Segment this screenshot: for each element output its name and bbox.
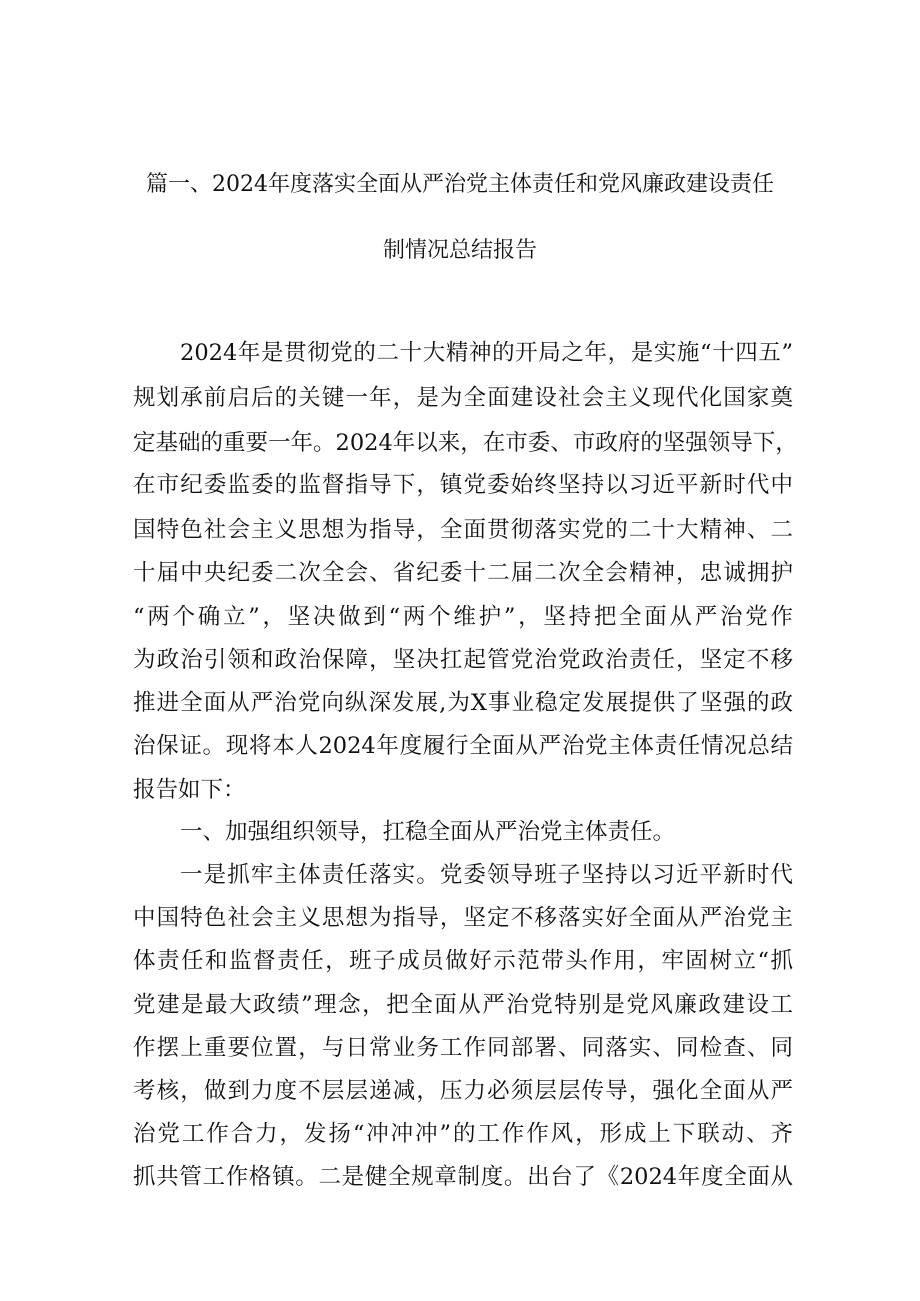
body-line: 2024年是贯彻党的二十大精神的开局之年，是实施“十四五” bbox=[180, 340, 793, 366]
document-title-line-1: 篇一、2024年度落实全面从严治党主体责任和党风廉政建设责任 bbox=[146, 172, 774, 197]
body-line: 推进全面从严治党向纵深发展,为X事业稳定发展提供了坚强的政 bbox=[133, 690, 793, 716]
body-line: 规划承前启后的关键一年，是为全面建设社会主义现代化国家奠 bbox=[133, 385, 793, 411]
body-line: 报告如下： bbox=[133, 777, 246, 803]
section-heading: 一、加强组织领导，扛稳全面从严治党主体责任。 bbox=[180, 819, 676, 845]
body-line: 一是抓牢主体责任落实。党委领导班子坚持以习近平新时代 bbox=[180, 862, 793, 888]
body-line: 体责任和监督责任，班子成员做好示范带头作用，牢固树立“抓 bbox=[133, 948, 793, 974]
body-line: 在市纪委监委的监督指导下，镇党委始终坚持以习近平新时代中 bbox=[133, 472, 793, 498]
document-title-line-2: 制情况总结报告 bbox=[382, 238, 537, 263]
body-line: 治保证。现将本人2024年度履行全面从严治党主体责任情况总结 bbox=[133, 733, 793, 759]
body-line: 治党工作合力，发扬“冲冲冲”的工作作风，形成上下联动、齐 bbox=[133, 1121, 793, 1147]
body-line: 抓共管工作格镇。二是健全规章制度。出台了《2024年度全面从 bbox=[133, 1164, 793, 1190]
body-line: “两个确立”，坚决做到“两个维护”，坚持把全面从严治党作 bbox=[133, 604, 793, 630]
body-line: 中国特色社会主义思想为指导，坚定不移落实好全面从严治党主 bbox=[133, 905, 793, 931]
body-line: 党建是最大政绩”理念，把全面从严治党特别是党风廉政建设工 bbox=[133, 992, 793, 1018]
body-line: 国特色社会主义思想为指导，全面贯彻落实党的二十大精神、二 bbox=[133, 517, 793, 543]
body-line: 为政治引领和政治保障，坚决扛起管党治党政治责任，坚定不移 bbox=[133, 647, 793, 673]
body-line: 定基础的重要一年。2024年以来，在市委、市政府的坚强领导下， bbox=[133, 430, 798, 456]
body-line: 考核，做到力度不层层递减，压力必须层层传导，强化全面从严 bbox=[133, 1078, 793, 1104]
body-line: 作摆上重要位置，与日常业务工作同部署、同落实、同检查、同 bbox=[133, 1035, 793, 1061]
body-line: 十届中央纪委二次全会、省纪委十二届二次全会精神，忠诚拥护 bbox=[133, 560, 793, 586]
